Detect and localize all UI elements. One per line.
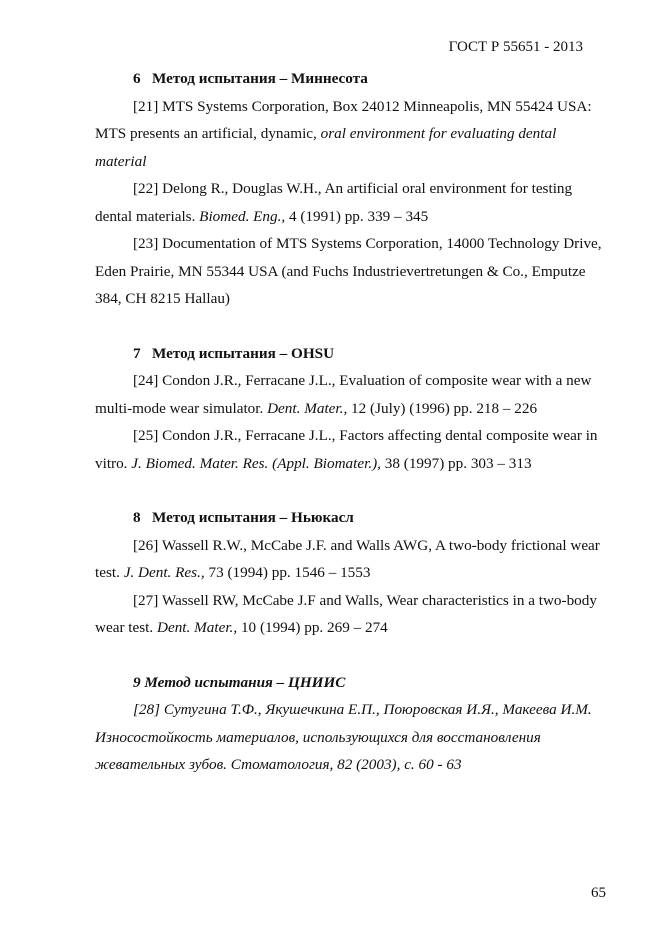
- reference-text: Delong R., Douglas W.H., An artificial oral environment for testing dental materials.: [95, 180, 573, 225]
- section-title-text: Метод испытания – Ньюкасл: [151, 509, 354, 526]
- reference-text: 73 (1994) pp. 1546 – 1553: [204, 564, 371, 581]
- document-header-standard: ГОСТ Р 55651 - 2013: [448, 39, 583, 55]
- section-title-text: Метод испытания – OHSU: [151, 344, 335, 362]
- reference-text: Documentation of MTS Systems Corporation, 14000 Technology Drive, Eden Prairie, MN 55344 USA (and Fuchs Industrievertretungen & Co., Emputze 384, CH 8215 Hallau): [95, 235, 602, 307]
- reference-entry: [95, 93, 610, 176]
- section-number: 6: [133, 70, 141, 87]
- section-number: 8: [133, 509, 141, 526]
- reference-journal: J. Biomed. Mater. Res. (Appl. Biomater.),: [131, 454, 381, 472]
- section-number-separator: [141, 70, 152, 87]
- reference-text: Wassell RW, McCabe J.F and Walls, Wear characteristics in a two-body wear test.: [95, 591, 597, 636]
- reference-journal: Dent. Mater.,: [157, 619, 238, 636]
- reference-number: [28]: [133, 701, 161, 718]
- reference-entry: [95, 587, 610, 642]
- reference-number: [25]: [133, 427, 159, 444]
- reference-text: 12 (July) (1996) pp. 218 – 226: [347, 399, 538, 417]
- reference-entry: [95, 532, 610, 587]
- reference-text: 10 (1994) pp. 269 – 274: [237, 619, 388, 636]
- section-title-text: Метод испытания – ЦНИИС: [144, 673, 346, 691]
- reference-journal: Dent. Mater.,: [267, 399, 348, 417]
- reference-text: 4 (1991) pp. 339 – 345: [285, 207, 429, 225]
- reference-entry: [95, 367, 610, 422]
- section-title: [95, 669, 610, 697]
- section-number: 7: [133, 344, 141, 362]
- reference-text: Wassell R.W., McCabe J.F. and Walls AWG, A two-body frictional wear test.: [95, 536, 600, 581]
- reference-text: Сутугина Т.Ф., Якушечкина Е.П., Поюровская И.Я., Макеева И.М. Износостойкость материалов, использующихся для восстановления жевательных зубов. Стоматология, 82 (2003), с. 60 - 63: [95, 701, 592, 773]
- section-title: [95, 340, 610, 368]
- reference-number: [21]: [133, 97, 159, 115]
- reference-text: 38 (1997) pp. 303 – 313: [380, 454, 532, 472]
- section-spacer: [95, 642, 610, 669]
- reference-entry: [95, 175, 610, 230]
- reference-number: [24]: [133, 372, 159, 389]
- reference-text: Condon J.R., Ferracane J.L., Evaluation of composite wear with a new multi-mode wear simulator.: [95, 372, 592, 417]
- section-number: 9: [133, 673, 141, 691]
- section-spacer: [95, 477, 610, 504]
- section-title: [95, 504, 610, 532]
- reference-entry: [95, 230, 610, 313]
- page-number: 65: [591, 885, 606, 901]
- reference-number: [27]: [133, 591, 159, 609]
- reference-number: [23]: [133, 235, 159, 252]
- section-title-text: Метод испытания – Миннесота: [151, 70, 368, 87]
- section-number-separator: [141, 345, 152, 362]
- reference-journal: oral environment for evaluating dental material: [95, 125, 557, 170]
- section-spacer: [95, 313, 610, 340]
- reference-text: MTS Systems Corporation, Box 24012 Minneapolis, MN 55424 USA: MTS presents an artificial, dynamic,: [95, 97, 592, 142]
- bibliography-content: [95, 65, 610, 779]
- reference-text: Condon J.R., Ferracane J.L., Factors affecting dental composite wear in vitro.: [95, 427, 598, 472]
- section-number-separator: [141, 509, 152, 526]
- reference-entry: [95, 696, 610, 779]
- reference-number: [26]: [133, 536, 159, 554]
- reference-journal: J. Dent. Res.,: [123, 564, 205, 581]
- reference-journal: Biomed. Eng.,: [199, 207, 286, 225]
- reference-number: [22]: [133, 180, 159, 197]
- reference-entry: [95, 422, 610, 477]
- section-title: [95, 65, 610, 93]
